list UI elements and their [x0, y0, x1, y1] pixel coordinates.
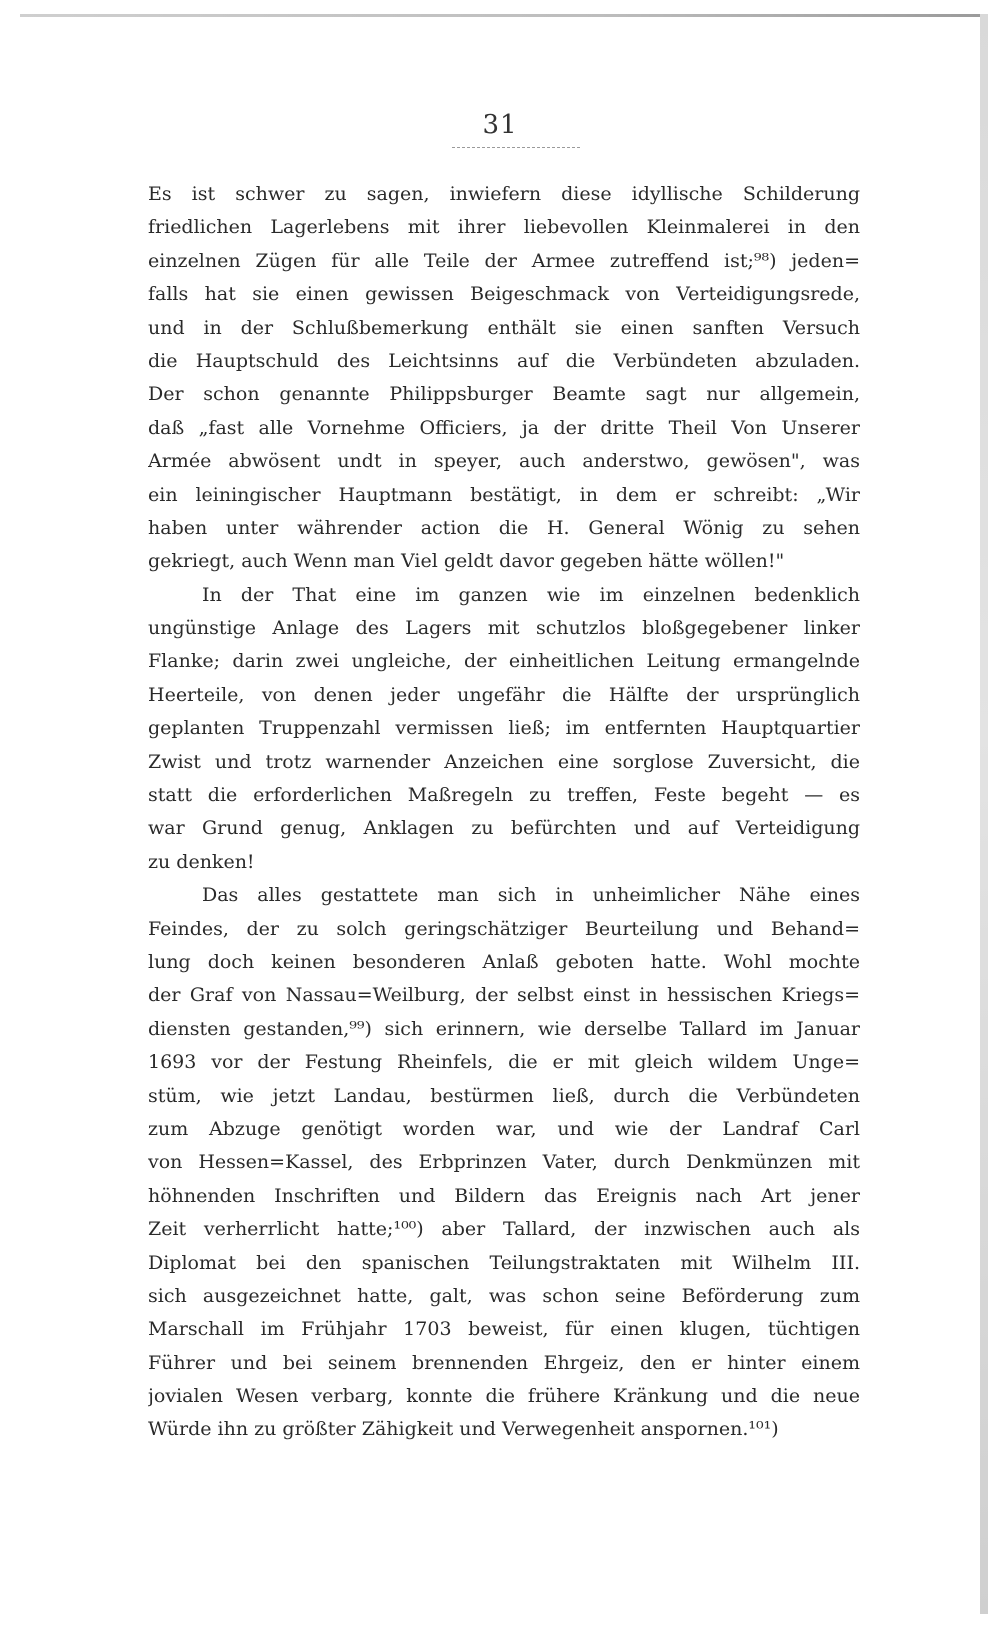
- scan-edge-right: [980, 14, 988, 1614]
- text-line: zu denken!: [148, 850, 255, 873]
- text-line: ein leiningischer Hauptmann bestätigt, in dem er schreibt: „Wir: [148, 483, 860, 506]
- text-line: Der schon genannte Philippsburger Beamte sagt nur allgemein,: [148, 383, 860, 406]
- text-line: Zwist und trotz warnender Anzeichen eine sorglose Zuversicht, die: [148, 750, 860, 773]
- page-number-rule: [452, 147, 580, 149]
- text-line: geplanten Truppenzahl vermissen ließ; im entfernten Hauptquartier: [148, 717, 860, 740]
- text-line: In der That eine im ganzen wie im einzelnen bedenklich: [202, 583, 860, 606]
- text-line: sich ausgezeichnet hatte, galt, was schon seine Beförderung zum: [148, 1284, 860, 1307]
- text-line: statt die erforderlichen Maßregeln zu treffen, Feste begeht — es: [148, 784, 860, 807]
- text-line: diensten gestanden,⁹⁹) sich erinnern, wie derselbe Tallard im Januar: [148, 1017, 860, 1040]
- text-line: jovialen Wesen verbarg, konnte die frühere Kränkung und die neue: [148, 1385, 860, 1408]
- text-line: Flanke; darin zwei ungleiche, der einheitlichen Leitung ermangelnde: [148, 650, 860, 673]
- text-line: daß „fast alle Vornehme Officiers, ja der dritte Theil Von Unserer: [148, 416, 860, 439]
- text-line: ungünstige Anlage des Lagers mit schutzlos bloßgegebener linker: [148, 617, 860, 640]
- body-text: [148, 178, 860, 1447]
- text-line: von Hessen=Kassel, des Erbprinzen Vater, durch Denkmünzen mit: [148, 1151, 860, 1174]
- text-line: friedlichen Lagerlebens mit ihrer liebevollen Kleinmalerei in den: [148, 216, 860, 239]
- text-line: war Grund genug, Anklagen zu befürchten und auf Verteidigung: [148, 817, 860, 840]
- text-line: Diplomat bei den spanischen Teilungstraktaten mit Wilhelm III.: [148, 1251, 860, 1274]
- text-line: einzelnen Zügen für alle Teile der Armee zutreffend ist;⁹⁸) jeden=: [148, 249, 860, 272]
- text-line: höhnenden Inschriften und Bildern das Ereignis nach Art jener: [148, 1184, 860, 1207]
- page-number: 31: [482, 110, 518, 140]
- text-line: und in der Schlußbemerkung enthält sie einen sanften Versuch: [148, 316, 860, 339]
- text-line: Das alles gestattete man sich in unheimlicher Nähe eines: [202, 884, 860, 907]
- text-line: 1693 vor der Festung Rheinfels, die er mit gleich wildem Unge=: [148, 1051, 860, 1074]
- text-line: stüm, wie jetzt Landau, bestürmen ließ, durch die Verbündeten: [148, 1084, 860, 1107]
- text-line: Marschall im Frühjahr 1703 beweist, für einen klugen, tüchtigen: [148, 1318, 860, 1341]
- text-line: lung doch keinen besonderen Anlaß geboten hatte. Wohl mochte: [148, 950, 860, 973]
- scan-edge-top: [20, 14, 988, 17]
- text-line: Armée abwösent undt in speyer, auch anderstwo, gewösen", was: [148, 450, 860, 473]
- text-line: Es ist schwer zu sagen, inwiefern diese idyllische Schilderung: [148, 183, 860, 205]
- text-line: falls hat sie einen gewissen Beigeschmack von Verteidigungsrede,: [148, 283, 860, 306]
- text-line: der Graf von Nassau=Weilburg, der selbst einst in hessischen Kriegs=: [148, 984, 860, 1007]
- text-line: die Hauptschuld des Leichtsinns auf die Verbündeten abzuladen.: [148, 349, 860, 372]
- text-line: gekriegt, auch Wenn man Viel geldt davor gegeben hätte wöllen!": [148, 550, 785, 573]
- text-line: Zeit verherrlicht hatte;¹⁰⁰) aber Tallard, der inzwischen auch als: [148, 1218, 860, 1241]
- text-line: Würde ihn zu größter Zähigkeit und Verwegenheit anspornen.¹⁰¹): [148, 1418, 779, 1441]
- text-line: haben unter währender action die H. General Wönig zu sehen: [148, 516, 860, 539]
- text-line: Heerteile, von denen jeder ungefähr die Hälfte der ursprünglich: [148, 683, 860, 706]
- text-line: Führer und bei seinem brennenden Ehrgeiz, den er hinter einem: [148, 1351, 860, 1374]
- text-line: zum Abzuge genötigt worden war, und wie der Landraf Carl: [148, 1117, 860, 1140]
- text-line: Feindes, der zu solch geringschätziger Beurteilung und Behand=: [148, 917, 860, 940]
